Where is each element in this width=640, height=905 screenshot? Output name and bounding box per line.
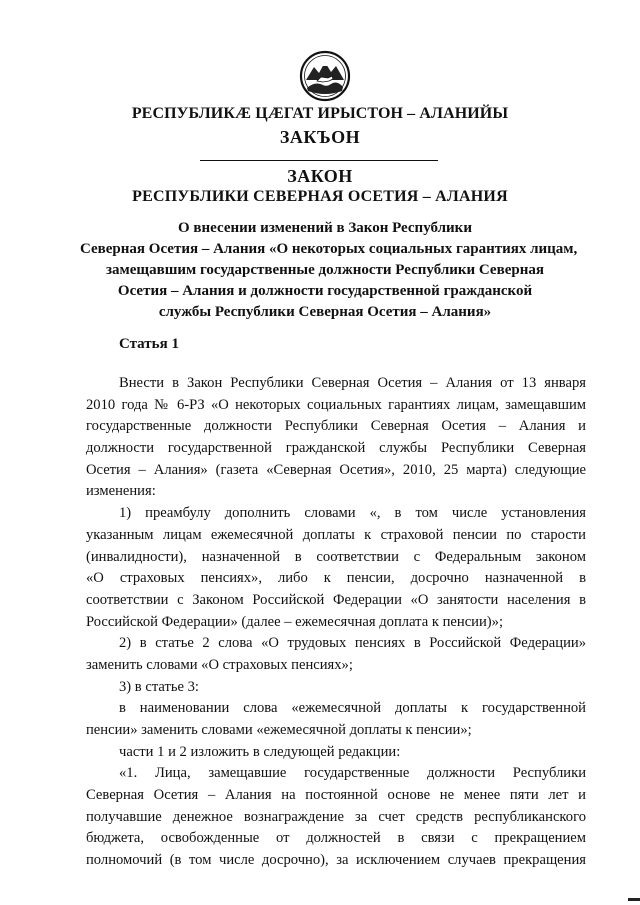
russian-republic-header: РЕСПУБЛИКИ СЕВЕРНАЯ ОСЕТИЯ – АЛАНИЯ bbox=[132, 188, 508, 205]
body-line: Осетия – Алания» (газета «Северная Осетия», 2010, 25 марта) следующие bbox=[86, 461, 586, 478]
body-line: изменения: bbox=[86, 483, 156, 500]
coat-of-arms-emblem bbox=[299, 50, 351, 102]
title-line: Северная Осетия – Алания «О некоторых социальных гарантиях лицам, bbox=[80, 241, 578, 257]
body-line: Северная Осетия – Алания на постоянной основе не менее пяти лет и bbox=[86, 787, 586, 804]
title-line: О внесении изменений в Закон Республики bbox=[178, 220, 472, 236]
ossetian-law-header: ЗАКЪОН bbox=[279, 127, 361, 147]
body-line: соответствии с Законом Российской Федерации «О занятости населения в bbox=[86, 591, 586, 608]
body-line: «О страховых пенсиях», либо к пенсии, досрочно назначенной в bbox=[86, 570, 586, 587]
body-line: 2010 года № 6-РЗ «О некоторых социальных гарантиях лицам, замещавшим bbox=[86, 396, 586, 413]
law-body-text bbox=[86, 373, 586, 872]
russian-law-header: ЗАКОН bbox=[287, 166, 353, 186]
law-title bbox=[80, 218, 578, 323]
body-line: 3) в статье 3: bbox=[119, 678, 199, 695]
header-divider bbox=[200, 160, 438, 161]
body-line: Российской Федерации» (далее – ежемесячная доплата к пенсии)»; bbox=[86, 613, 503, 630]
body-line: полномочий (в том числе досрочно), за исключением случаев прекращения bbox=[86, 852, 586, 869]
body-line: пенсии» заменить словами «ежемесячной доплаты к пенсии»; bbox=[86, 722, 472, 738]
body-line: части 1 и 2 изложить в следующей редакции: bbox=[119, 743, 401, 760]
body-line: в наименовании слова «ежемесячной доплаты к государственной bbox=[119, 700, 586, 717]
title-line: замещавшим государственные должности Республики Северная bbox=[106, 262, 544, 278]
body-line: бюджета, освобожденные от должностей в связи с прекращением bbox=[86, 830, 586, 847]
body-line: получавшие денежное вознаграждение за счет средств республиканского bbox=[86, 808, 586, 825]
article-heading: Статья 1 bbox=[119, 336, 179, 352]
body-line: указанным лицам ежемесячной доплаты к страховой пенсии по старости bbox=[86, 526, 586, 543]
scan-edge-mark bbox=[628, 898, 640, 901]
title-line: службы Республики Северная Осетия – Алания» bbox=[158, 304, 492, 320]
ossetian-republic-header: РЕСПУБЛИКÆ ЦÆГАТ ИРЫСТОН – АЛАНИЙЫ bbox=[131, 105, 509, 122]
body-line: 2) в статье 2 слова «О трудовых пенсиях в Российской Федерации» bbox=[119, 635, 586, 652]
body-line: (инвалидности), назначенной в соответствии с Федеральным законом bbox=[86, 548, 586, 565]
body-line: должности государственной гражданской службы Республики Северная bbox=[86, 440, 586, 457]
body-line: заменить словами «О страховых пенсиях»; bbox=[86, 656, 353, 673]
body-line: Внести в Закон Республики Северная Осетия – Алания от 13 января bbox=[119, 375, 586, 391]
body-line: 1) преамбулу дополнить словами «, в том числе установления bbox=[119, 505, 586, 522]
title-line: Осетия – Алания и должности государственной гражданской bbox=[117, 283, 533, 299]
body-line: государственные должности Республики Северная Осетия – Алания и bbox=[86, 418, 586, 435]
body-line: «1. Лица, замещавшие государственные должности Республики bbox=[119, 765, 586, 782]
